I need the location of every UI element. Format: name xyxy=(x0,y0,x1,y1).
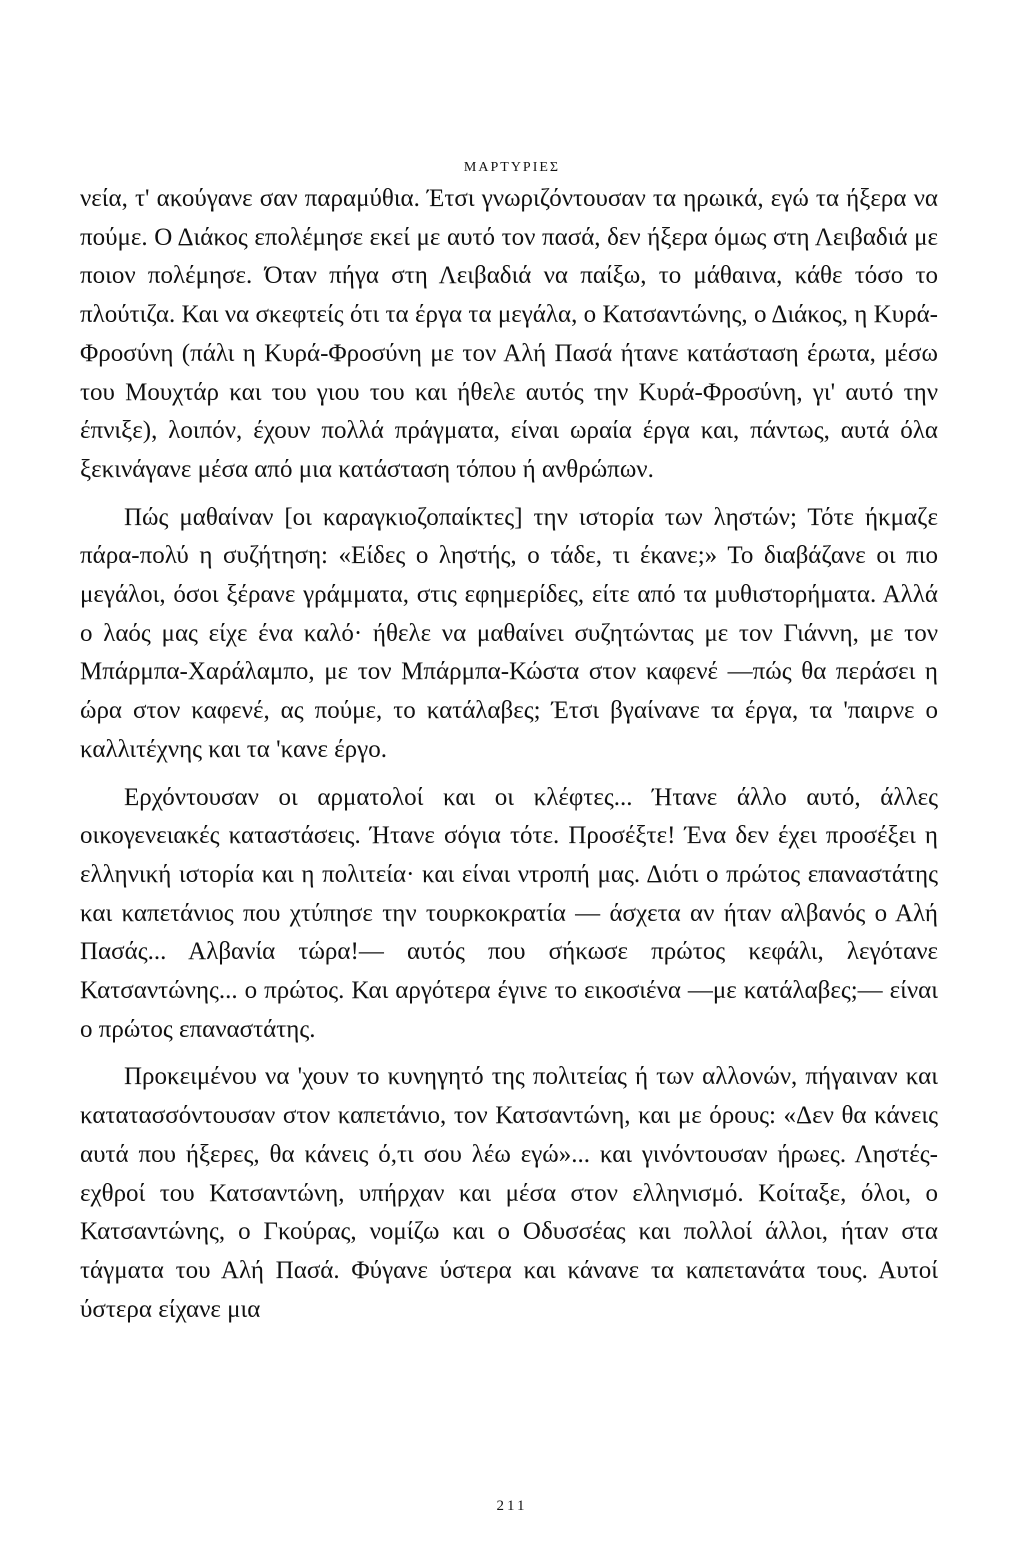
paragraph: Ερχόντουσαν οι αρματολοί και οι κλέφτες... Ήτανε άλλο αυτό, άλλες οικογενειακές καταστάσεις. Ήτανε σόγια τότε. Προσέξτε! Ένα δεν έχει προσέξει η ελληνική ιστορία και η πολιτεία· και είναι ντροπή μας. Διότι ο πρώτος επαναστάτης και καπετάνιος που χτύπησε την τουρκοκρατία — άσχετα αν ήταν αλβανός ο Αλή Πασάς... Αλβανία τώρα!— αυτός που σήκωσε πρώτος κεφάλι, λεγότανε Κατσαντώνης... ο πρώτος. Και αργότερα έγινε το εικοσιένα —με κατάλαβες;— είναι ο πρώτος επαναστάτης. xyxy=(80,783,938,1043)
running-head: ΜΑΡΤΥΡΙΕΣ xyxy=(463,160,561,175)
paragraph: Πώς μαθαίναν [οι καραγκιοζοπαίκτες] την ιστορία των ληστών; Τότε ήκμαζε πάρα-πολύ η συζήτηση: «Είδες ο ληστής, ο τάδε, τι έκανε;» Το διαβάζανε οι πιο μεγάλοι, όσοι ξέρανε γράμματα, στις εφημερίδες, είτε από τα μυθιστορήματα. Αλλά ο λαός μας είχε ένα καλό· ήθελε να μαθαίνει συζητώντας με τον Γιάννη, με τον Μπάρμπα-Χαράλαμπο, με τον Μπάρμπα-Κώστα στον καφενέ —πώς θα περάσει η ώρα στον καφενέ, ας πούμε, το κατάλαβες; Έτσι βγαίνανε τα έργα, τα 'παιρνε ο καλλιτέχνης και τα 'κανε έργο. xyxy=(80,503,938,763)
page-number: 211 xyxy=(496,1498,528,1514)
paragraph: Προκειμένου να 'χουν το κυνηγητό της πολιτείας ή των αλλονών, πήγαιναν και κατατασσόντουσαν στον καπετάνιο, τον Κατσαντώνη, και με όρους: «Δεν θα κάνεις αυτά που ήξερες, θα κάνεις ό,τι σου λέω εγώ»... και γινόντουσαν ήρωες. Ληστές-εχθροί του Κατσαντώνη, υπήρχαν και μέσα στον ελληνισμό. Κοίταξε, όλοι, ο Κατσαντώνης, ο Γκούρας, νομίζω και ο Οδυσσέας και πολλοί άλλοι, ήταν στα τάγματα του Αλή Πασά. Φύγανε ύστερα και κάνανε τα καπετανάτα τους. Αυτοί ύστερα είχανε μια xyxy=(80,1063,938,1323)
body-text xyxy=(80,180,938,1338)
paragraph: νεία, τ' ακούγανε σαν παραμύθια. Έτσι γνωριζόντουσαν τα ηρωικά, εγώ τα ήξερα να πούμε. Ο Διάκος επολέμησε εκεί με αυτό τον πασά, δεν ήξερα όμως στη Λειβαδιά με ποιον πολέμησε. Όταν πήγα στη Λειβαδιά να παίξω, το μάθαινα, κάθε τόσο το πλούτιζα. Και να σκεφτείς ότι τα έργα τα μεγάλα, ο Κατσαντώνης, ο Διάκος, η Κυρά-Φροσύνη (πάλι η Κυρά-Φροσύνη με τον Αλή Πασά ήτανε κατάσταση έρωτα, μέσω του Μουχτάρ και του γιου του και ήθελε αυτός την Κυρά-Φροσύνη, γι' αυτό την έπνιξε), λοιπόν, έχουν πολλά πράγματα, είναι ωραία έργα και, πάντως, αυτά όλα ξεκινάγανε μέσα από μια κατάσταση τόπου ή ανθρώπων. xyxy=(80,185,938,483)
